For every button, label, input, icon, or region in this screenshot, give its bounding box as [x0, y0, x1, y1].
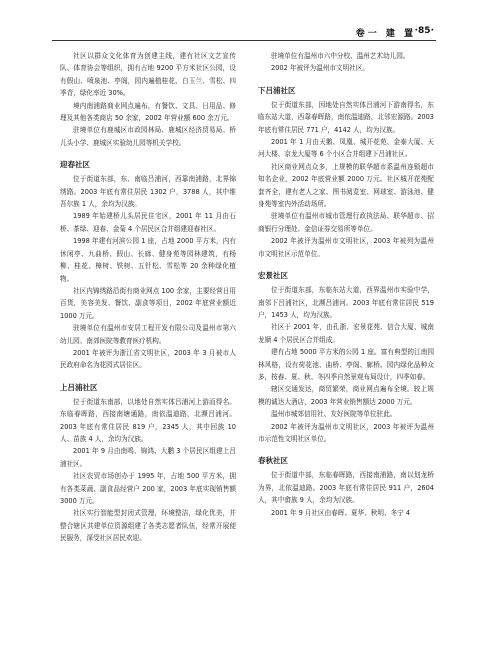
- section-paragraph: 2001 年 9 月由南鸣、锦鸿、大鹏 3 个居民区组建上吕浦社区。: [60, 447, 236, 468]
- section-paragraph: 2001 年 9 月社区由春晖、夏华、秋明、冬宁 4: [271, 508, 411, 517]
- section-paragraph: 位于街道中部，东临春晖路，西接南浦路，南以划龙桥为界，北依温迪路。2003 年底有常住居民 911 户，2604 人，其中畲族 9 人，余均为汉族。: [258, 471, 434, 505]
- section-paragraph: 社区商业网点众多，上规模的联华超市系温州连锁超市知名企业，2002 年底营业额 2000 万元。社区城开花苑配套齐全，建有老人之家、图书阅览室、网球室、游泳池、健身苑等室内外活动场所。: [258, 162, 434, 209]
- section-heading: 宏景社区: [258, 271, 288, 281]
- page-number: ·85·: [414, 26, 434, 36]
- section-paragraph: 2002 年被评为温州市文明社区，2003 年被评为温州市示范性文明社区单位。: [258, 422, 434, 443]
- section-heading: 下吕浦社区: [258, 85, 296, 95]
- section-heading: 迎春社区: [60, 160, 90, 170]
- intro-paragraph: 驻境单位有温州市六中分校、温州艺术幼儿园。: [271, 52, 410, 60]
- section-paragraph: 位于街道东部，东、南临吕浦河，西靠南浦路，北界锦绣路。2003 年底有常住居民 1302 户，3788 人，其中维吾尔族 1 人，余均为汉族。: [60, 175, 236, 209]
- intro-paragraph: 2002 年被评为温州市文明社区。: [271, 64, 370, 73]
- intro-paragraph: 社区以群众文化体育为创建主线，建有社区文艺宣传队、体育协会等组织，拥有占地 9200 平方米社区公园，设有假山、喷泉池、亭阁，园内遍植桂花、白玉兰、雪松、四季青，绿化率近 30%。: [60, 52, 236, 98]
- section-paragraph: 社区内锦绣路沿街有商业网点 100 余家，主要经营日用百货，美容美发、餐饮、副食等项目，2002 年底营业额近 1000 万元。: [60, 286, 236, 320]
- section-paragraph: 位于街道东南部，以地处自然实体吕浦河上游而得名。东临春晖路，西接南塘通路，南依温迪路，北濒吕浦河。2003 年底有常住居民 819 户，2345 人，其中回族 10 人、苗族 4 人，余均为汉族。: [60, 397, 236, 443]
- page-header: [0, 0, 480, 40]
- section-paragraph: 驻境单位有温州市安居工程开发有限公司及温州市第六幼儿园、南郊医院等教育医疗机构。: [60, 324, 236, 345]
- section-paragraph: 1989 年始建桥儿头居民住宅区，2001 年 11 月由石桥、茶绿、迎春、金菊 4 个居民区合并组建迎春社区。: [60, 212, 236, 233]
- section-heading: 上吕浦社区: [60, 382, 98, 392]
- section-paragraph: 社区农贸市场创办于 1995 年，占地 500 平方米，拥有各类菜蔬、副食品经营户 200 家，2003 年底实现销售额 3000 万元。: [60, 472, 236, 505]
- section-paragraph: 建有占地 5000 平方米的公园 1 座。富有典型的江南园林风格，设有荷花池、曲桥、亭阁、廊桥。园内绿化品种众多，按春、夏、秋、冬四季自然景观布局设计，四季如春。: [258, 348, 434, 381]
- section-paragraph: 位于街道东部，东临东站大道，西界温州市实验中学，南邻下吕浦社区，北濒吕浦河。2003 年底有常住居民 519 户，1453 人，均为汉族。: [258, 286, 434, 319]
- header-rule: [52, 40, 436, 41]
- section-paragraph: 驻境单位有温州市城市管理行政执法局、联华超市、招商银行分理处、金信证券交易所等单位。: [258, 212, 434, 233]
- section-paragraph: 社区于 2001 年，由孔浙、宏景花苑、信合大厦、城南龙顺 4 个居民区合并组成。: [258, 323, 434, 344]
- section-paragraph: 2001 年 1 月由天鹅、凤凰、城开花苑、金泰大厦、天河大楼、京龙大厦等 6 个小区合并组建下吕浦社区。: [258, 138, 434, 159]
- intro-paragraph: 境内南浦路商业网点遍布，有餐饮、文具、日用品、修理及其他各类商店 50 余家，2002 年营业额 600 余万元。: [60, 101, 236, 123]
- section-paragraph: 社区实行智能型封闭式管理，环境整洁，绿化优美，并整合辖区共建单位资源组建了各类志愿者队伍，经常开展便民服务，深受社区居民欢迎。: [60, 509, 236, 543]
- section-heading: 春秋社区: [258, 456, 288, 466]
- section-paragraph: 2001 年被评为浙江省文明社区，2003 年 3 月被市人民政府命名为花园式居住区。: [60, 348, 236, 370]
- section-paragraph: 2002 年被评为温州市文明社区，2003 年被列为温州市文明社区示范单位。: [258, 237, 434, 258]
- right-column: [258, 50, 434, 519]
- section-paragraph: 位于街道东部，因地处自然实体吕浦河下游南得名，东临东站大道，西靠春晖路，南依温迪路，北邻宏源路。2003 年底有常住居民 771 户，4142 人，均为汉族。: [258, 100, 434, 134]
- intro-paragraph: 驻境单位有鹿城区市政园林局、鹿城区经济贸易局、桥儿头小学、鹿城区实验幼儿园等机关学校。: [60, 126, 236, 147]
- running-title: 卷一 建 置: [355, 29, 416, 39]
- section-paragraph: 辖区交通发达，商贸繁荣，商业网点遍布全境。较上规模的诚达大酒店，2003 年营业销售额达 2000 万元。: [258, 385, 434, 406]
- section-paragraph: 温州市城郊信用社、友好医院等单位驻此。: [271, 410, 397, 419]
- left-column: [60, 50, 236, 545]
- section-paragraph: 1998 年建有河滨公园 1 座，占地 2000 平方米，内有休闲亭、九曲桥、假山、长廊、健身苑等园林建筑，有杨柳、桂花、樟树、铁树、五针松、雪松等 20 余种绿化植物。: [60, 237, 236, 283]
